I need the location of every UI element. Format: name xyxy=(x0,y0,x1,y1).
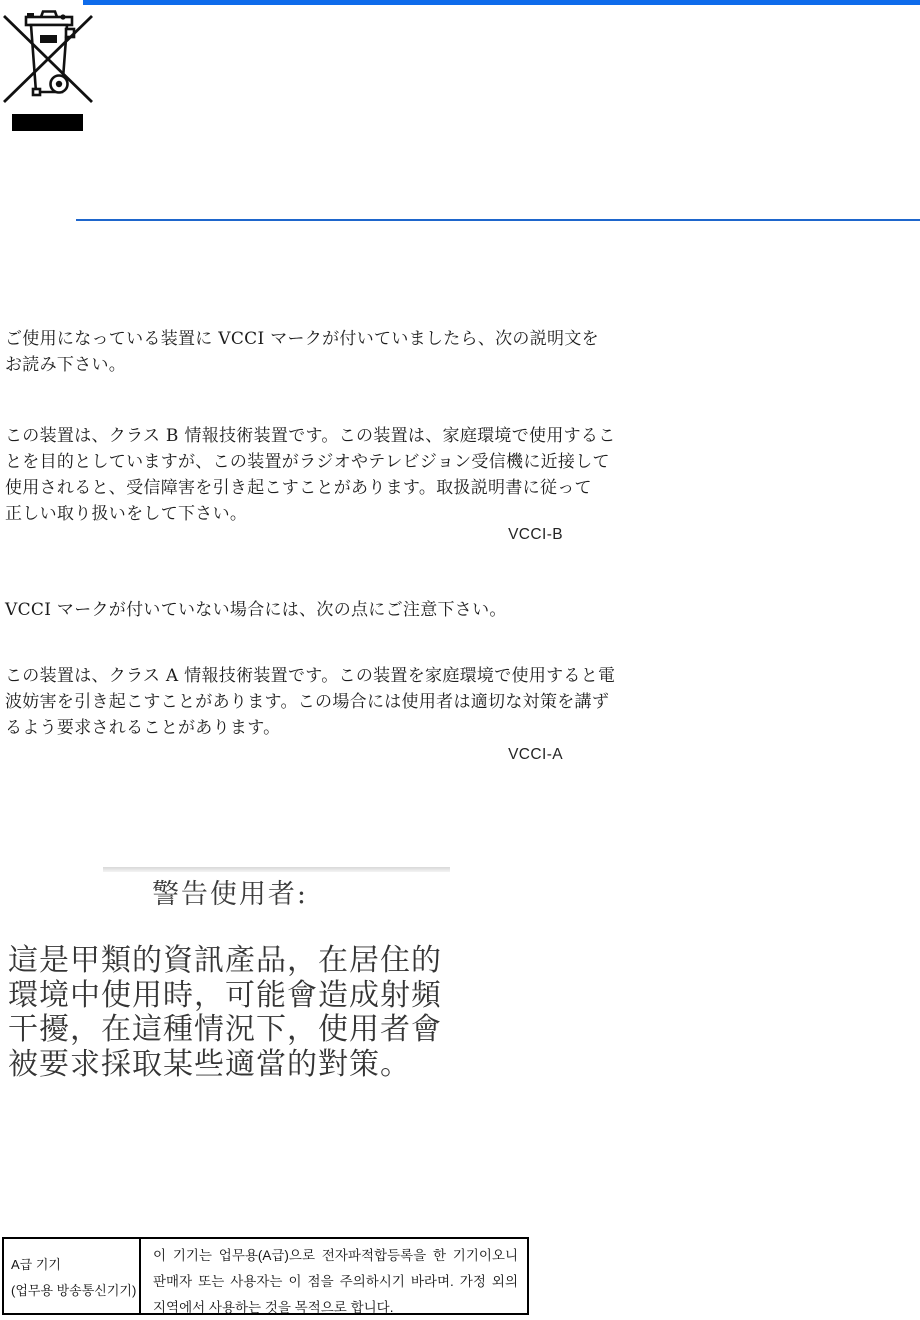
text-line: 이 기기는 업무용(A급)으로 전자파적합등록을 한 기기이오니 xyxy=(153,1248,518,1263)
text-line: 지역에서 사용하는 것을 목적으로 합니다. xyxy=(153,1300,394,1315)
text-line: 這是甲類的資訊產品，在居住的 xyxy=(8,943,442,978)
text-line: お読み下さい。 xyxy=(5,355,127,375)
vcci-b-label: VCCI-B xyxy=(508,526,563,543)
text-line: A급 기기 xyxy=(11,1257,61,1272)
vcci-class-b-statement xyxy=(5,423,616,527)
text-line: この装置は、クラス B 情報技術装置です。この装置は、家庭環境で使用するこ xyxy=(5,426,616,446)
vcci-a-label: VCCI-A xyxy=(508,746,563,763)
section-divider-line xyxy=(76,219,920,221)
text-line: 판매자 또는 사용자는 이 점을 주의하시기 바라며. 가정 외의 xyxy=(153,1274,518,1289)
vcci-intro-mark-absent xyxy=(5,597,567,623)
text-line: 環境中使用時，可能會造成射頻 xyxy=(8,977,442,1013)
text-line: この装置は、クラス A 情報技術装置です。この装置を家庭環境で使用すると電 xyxy=(5,666,616,686)
vcci-intro-mark-present xyxy=(5,326,599,378)
weee-crossed-out-bin-icon xyxy=(0,4,96,106)
text-line: るよう要求されることがあります。 xyxy=(5,718,281,738)
scan-shading-band xyxy=(103,867,450,872)
korean-table-left-cell xyxy=(4,1239,141,1313)
korean-table-right-cell xyxy=(141,1239,527,1313)
text-line: 正しい取り扱いをして下さい。 xyxy=(5,504,248,524)
text-line: VCCI マークが付いていない場合には、次の点にご注意下さい。 xyxy=(5,600,507,620)
text-line: 干擾，在這種情況下，使用者會 xyxy=(8,1012,442,1047)
taiwan-warning-body xyxy=(8,944,460,1082)
text-line: 被要求採取某些適當的對策。 xyxy=(8,1046,411,1082)
korean-emc-table xyxy=(2,1237,529,1315)
vcci-class-a-statement xyxy=(5,663,616,741)
text-line: 使用されると、受信障害を引き起こすことがあります。取扱説明書に従って xyxy=(5,478,592,498)
weee-black-bar xyxy=(12,114,83,131)
text-line: ご使用になっている装置に VCCI マークが付いていましたら、次の説明文を xyxy=(5,329,599,349)
text-line: (업무용 방송통신기기) xyxy=(11,1283,137,1298)
text-line: 波妨害を引き起こすことがあります。この場合には使用者は適切な対策を講ず xyxy=(5,692,610,712)
taiwan-warning-title: 警告使用者: xyxy=(151,879,309,910)
text-line: とを目的としていますが、この装置がラジオやテレビジョン受信機に近接して xyxy=(5,452,610,472)
header-accent-bar xyxy=(83,0,920,5)
